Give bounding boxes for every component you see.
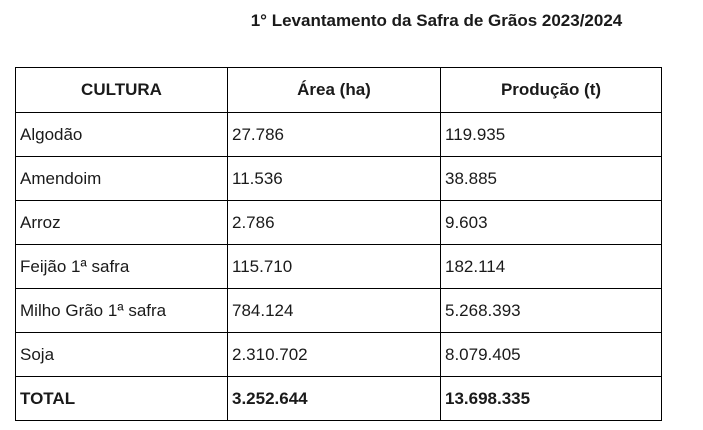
harvest-table [15, 67, 662, 421]
cell-cultura: Arroz [16, 201, 228, 245]
cell-producao: 8.079.405 [441, 333, 662, 377]
cell-cultura: Soja [16, 333, 228, 377]
cell-area: 11.536 [228, 157, 441, 201]
cell-area: 2.310.702 [228, 333, 441, 377]
table-row [16, 289, 662, 333]
table-header-row [16, 68, 662, 113]
cell-cultura: Feijão 1ª safra [16, 245, 228, 289]
header-cultura: CULTURA [16, 68, 228, 113]
header-area: Área (ha) [228, 68, 441, 113]
cell-area: 115.710 [228, 245, 441, 289]
total-producao: 13.698.335 [441, 377, 662, 421]
table-total-row [16, 377, 662, 421]
cell-producao: 38.885 [441, 157, 662, 201]
table-row [16, 201, 662, 245]
header-producao: Produção (t) [441, 68, 662, 113]
cell-area: 2.786 [228, 201, 441, 245]
cell-producao: 9.603 [441, 201, 662, 245]
cell-producao: 119.935 [441, 113, 662, 157]
cell-producao: 182.114 [441, 245, 662, 289]
cell-cultura: Amendoim [16, 157, 228, 201]
table-row [16, 245, 662, 289]
table-row [16, 113, 662, 157]
cell-cultura: Milho Grão 1ª safra [16, 289, 228, 333]
cell-area: 27.786 [228, 113, 441, 157]
total-label: TOTAL [16, 377, 228, 421]
table-row [16, 157, 662, 201]
cell-area: 784.124 [228, 289, 441, 333]
cell-cultura: Algodão [16, 113, 228, 157]
cell-producao: 5.268.393 [441, 289, 662, 333]
table-row [16, 333, 662, 377]
total-area: 3.252.644 [228, 377, 441, 421]
document-title: 1° Levantamento da Safra de Grãos 2023/2024 [250, 11, 623, 30]
